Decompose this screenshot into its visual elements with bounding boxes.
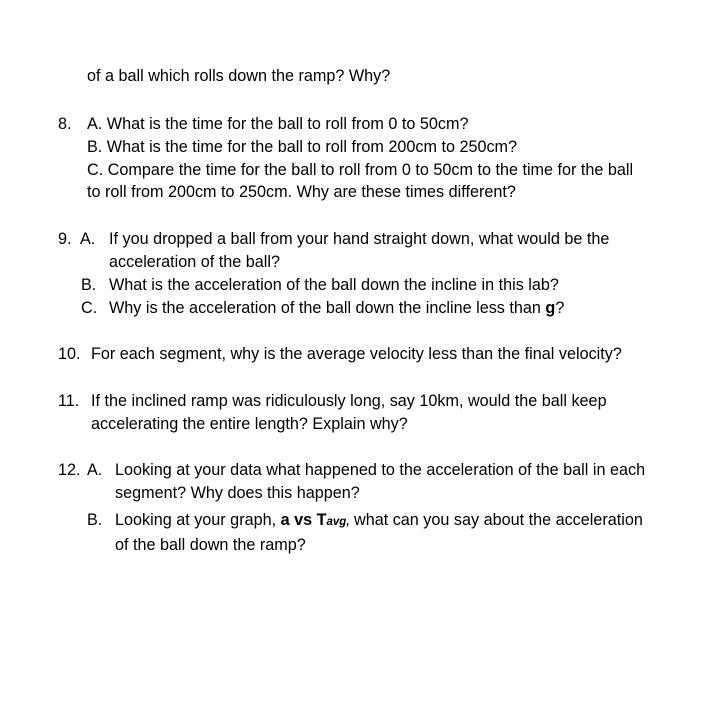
question-9-part-c-label: C. bbox=[81, 299, 98, 317]
gravity-symbol: g bbox=[545, 299, 556, 317]
question-9-part-a-label: A. bbox=[80, 230, 96, 248]
question-12-part-a-label: A. bbox=[87, 461, 103, 479]
question-8-part-b: B. What is the time for the ball to roll from 200cm to 250cm? bbox=[87, 138, 518, 156]
question-12-part-a-line2: segment? Why does this happen? bbox=[115, 484, 360, 502]
question-11-number: 11. bbox=[58, 392, 80, 410]
graph-name: a vs T bbox=[280, 511, 327, 529]
question-8-part-c-line1: C. Compare the time for the ball to roll from 0 to 50cm to the time for the ball bbox=[87, 161, 634, 179]
question-8-part-c-line2: to roll from 200cm to 250cm. Why are these times different? bbox=[87, 183, 516, 201]
question-8-part-a: A. What is the time for the ball to roll from 0 to 50cm? bbox=[87, 115, 469, 133]
question-8-number: 8. bbox=[58, 115, 72, 133]
question-11-line1: If the inclined ramp was ridiculously long, say 10km, would the ball keep bbox=[91, 392, 607, 410]
question-9-part-b-label: B. bbox=[81, 276, 97, 294]
question-12-part-b-label: B. bbox=[87, 511, 103, 529]
question-10-number: 10. bbox=[58, 345, 81, 363]
question-9-part-c bbox=[109, 298, 564, 318]
question-12-part-b-line2: of the ball down the ramp? bbox=[115, 536, 306, 554]
graph-name-subscript: avg, bbox=[326, 516, 350, 528]
question-9-part-c-text: Why is the acceleration of the ball down the incline less than bbox=[109, 299, 546, 317]
question-9-part-a-line2: acceleration of the ball? bbox=[109, 253, 280, 271]
question-12-number: 12. bbox=[58, 461, 81, 479]
question-12-part-b-text: Looking at your graph, bbox=[115, 511, 281, 529]
question-9-number: 9. bbox=[58, 230, 72, 248]
question-9-part-b: What is the acceleration of the ball down the incline in this lab? bbox=[109, 276, 559, 294]
question-12-part-b-line1 bbox=[115, 510, 643, 532]
question-9-part-a-line1: If you dropped a ball from your hand straight down, what would be the bbox=[109, 230, 610, 248]
intro-line: of a ball which rolls down the ramp? Why? bbox=[87, 67, 391, 85]
question-10-text: For each segment, why is the average velocity less than the final velocity? bbox=[91, 345, 622, 363]
question-12-part-b-continuation: what can you say about the acceleration bbox=[349, 511, 643, 529]
question-9-part-c-end: ? bbox=[555, 299, 565, 317]
question-11-line2: accelerating the entire length? Explain why? bbox=[91, 415, 408, 433]
question-12-part-a-line1: Looking at your data what happened to the acceleration of the ball in each bbox=[115, 461, 646, 479]
